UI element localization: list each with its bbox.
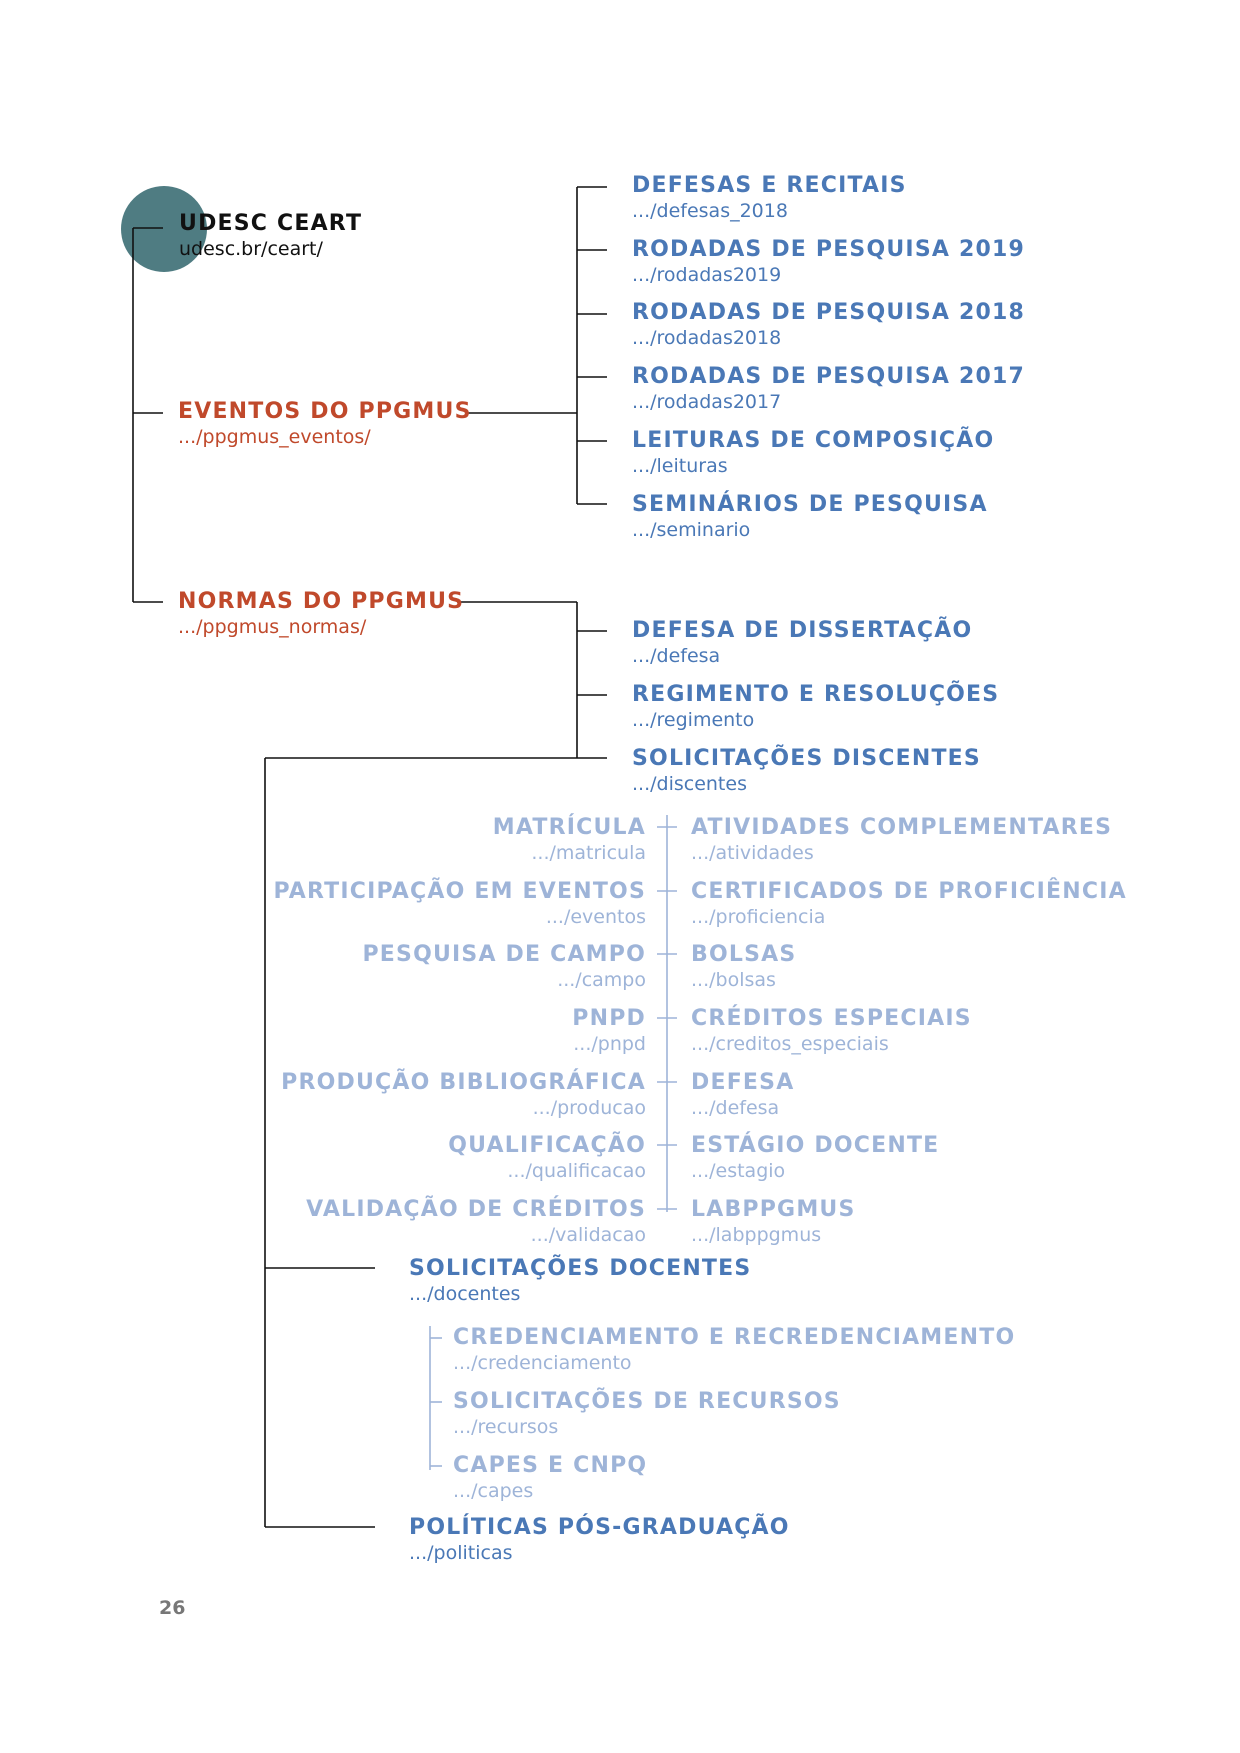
item-url: .../politicas: [409, 1542, 513, 1564]
discente-left-item: [362, 942, 646, 992]
section-title: NORMAS DO PPGMUS: [178, 589, 465, 614]
discente-right-item: [691, 942, 796, 992]
item-url: .../rodadas2019: [632, 264, 782, 286]
docente-item: [453, 1325, 1015, 1375]
item-title: SOLICITAÇÕES DISCENTES: [632, 746, 981, 771]
item-defesa-dissertacao: [632, 618, 972, 668]
item-title: SEMINÁRIOS DE PESQUISA: [632, 492, 988, 517]
docente-item: [453, 1389, 841, 1439]
item-seminarios: [632, 492, 988, 542]
item-title: ESTÁGIO DOCENTE: [691, 1133, 940, 1158]
discente-right-item: [691, 1133, 939, 1183]
section-url: .../ppgmus_eventos/: [178, 426, 371, 448]
docente-item: [453, 1453, 647, 1503]
section-normas: [178, 589, 464, 639]
discente-right-item: [691, 1070, 794, 1120]
item-rodadas-2017: [632, 364, 1025, 414]
item-url: .../pnpd: [573, 1033, 646, 1055]
discente-right-item: [691, 1197, 856, 1247]
item-regimento: [632, 682, 999, 732]
item-url: .../rodadas2018: [632, 327, 782, 349]
item-url: .../discentes: [632, 773, 747, 795]
item-title: DEFESAS E RECITAIS: [632, 173, 907, 198]
discente-left-item: [274, 879, 647, 929]
item-url: .../validacao: [530, 1224, 646, 1246]
item-url: .../campo: [557, 969, 646, 991]
item-title: RODADAS DE PESQUISA 2019: [632, 237, 1025, 262]
item-title: CERTIFICADOS DE PROFICIÊNCIA: [691, 879, 1127, 904]
item-url: .../capes: [453, 1480, 534, 1502]
discente-right-item: [691, 1006, 972, 1056]
item-title: VALIDAÇÃO DE CRÉDITOS: [306, 1197, 646, 1222]
root-url: udesc.br/ceart/: [179, 238, 323, 260]
item-url: .../labppgmus: [691, 1224, 822, 1246]
item-url: .../docentes: [409, 1283, 521, 1305]
item-url: .../creditos_especiais: [691, 1033, 889, 1055]
item-title: PARTICIPAÇÃO EM EVENTOS: [273, 879, 646, 904]
item-title: CAPES E CNPQ: [453, 1453, 648, 1478]
item-title: DEFESA DE DISSERTAÇÃO: [632, 618, 973, 643]
section-url: .../ppgmus_normas/: [178, 616, 367, 638]
item-title: SOLICITAÇÕES DE RECURSOS: [453, 1389, 841, 1414]
item-politicas: [409, 1515, 790, 1565]
section-eventos: [178, 399, 472, 449]
item-url: .../credenciamento: [453, 1352, 632, 1374]
item-title: CREDENCIAMENTO E RECREDENCIAMENTO: [453, 1325, 1016, 1350]
item-title: LEITURAS DE COMPOSIÇÃO: [632, 428, 995, 453]
section-title: EVENTOS DO PPGMUS: [178, 399, 472, 424]
item-url: .../atividades: [691, 842, 814, 864]
item-defesas-recitais: [632, 173, 907, 223]
discente-left-item: [306, 1197, 646, 1247]
item-url: .../producao: [532, 1097, 646, 1119]
page-number: 26: [159, 1597, 186, 1619]
item-rodadas-2019: [632, 237, 1025, 287]
item-title: SOLICITAÇÕES DOCENTES: [409, 1256, 752, 1281]
item-url: .../defesa: [691, 1097, 780, 1119]
item-url: .../rodadas2017: [632, 391, 782, 413]
item-title: RODADAS DE PESQUISA 2017: [632, 364, 1025, 389]
item-title: PRODUÇÃO BIBLIOGRÁFICA: [281, 1070, 646, 1095]
item-title: CRÉDITOS ESPECIAIS: [691, 1006, 972, 1031]
item-url: .../defesa: [632, 645, 721, 667]
discente-left-item: [493, 815, 646, 865]
item-title: MATRÍCULA: [492, 815, 646, 840]
item-url: .../estagio: [691, 1160, 786, 1182]
item-title: PNPD: [572, 1006, 646, 1031]
item-title: QUALIFICAÇÃO: [448, 1133, 646, 1158]
discente-left-item: [281, 1070, 646, 1120]
item-title: LABPPGMUS: [691, 1197, 856, 1222]
item-rodadas-2018: [632, 300, 1025, 350]
item-url: .../defesas_2018: [632, 200, 788, 222]
item-solicitacoes-docentes: [409, 1256, 751, 1306]
discente-left-item: [448, 1133, 646, 1183]
item-title: POLÍTICAS PÓS-GRADUAÇÃO: [409, 1515, 790, 1540]
item-url: .../eventos: [545, 906, 646, 928]
discente-left-item: [572, 1006, 646, 1056]
item-solicitacoes-discentes: [632, 746, 981, 796]
item-title: RODADAS DE PESQUISA 2018: [632, 300, 1025, 325]
discente-right-item: [691, 815, 1112, 865]
root-title: UDESC CEART: [179, 211, 363, 236]
item-url: .../matricula: [531, 842, 646, 864]
root-node: [179, 211, 362, 261]
item-url: .../seminario: [632, 519, 751, 541]
item-url: .../bolsas: [691, 969, 776, 991]
discente-right-item: [691, 879, 1127, 929]
item-leituras: [632, 428, 994, 478]
item-url: .../leituras: [632, 455, 728, 477]
item-title: PESQUISA DE CAMPO: [362, 942, 646, 967]
item-url: .../regimento: [632, 709, 755, 731]
item-title: ATIVIDADES COMPLEMENTARES: [691, 815, 1113, 840]
item-title: BOLSAS: [691, 942, 797, 967]
item-url: .../qualificacao: [507, 1160, 646, 1182]
item-url: .../proficiencia: [691, 906, 826, 928]
item-url: .../recursos: [453, 1416, 559, 1438]
item-title: DEFESA: [691, 1070, 795, 1095]
item-title: REGIMENTO E RESOLUÇÕES: [632, 682, 1000, 707]
